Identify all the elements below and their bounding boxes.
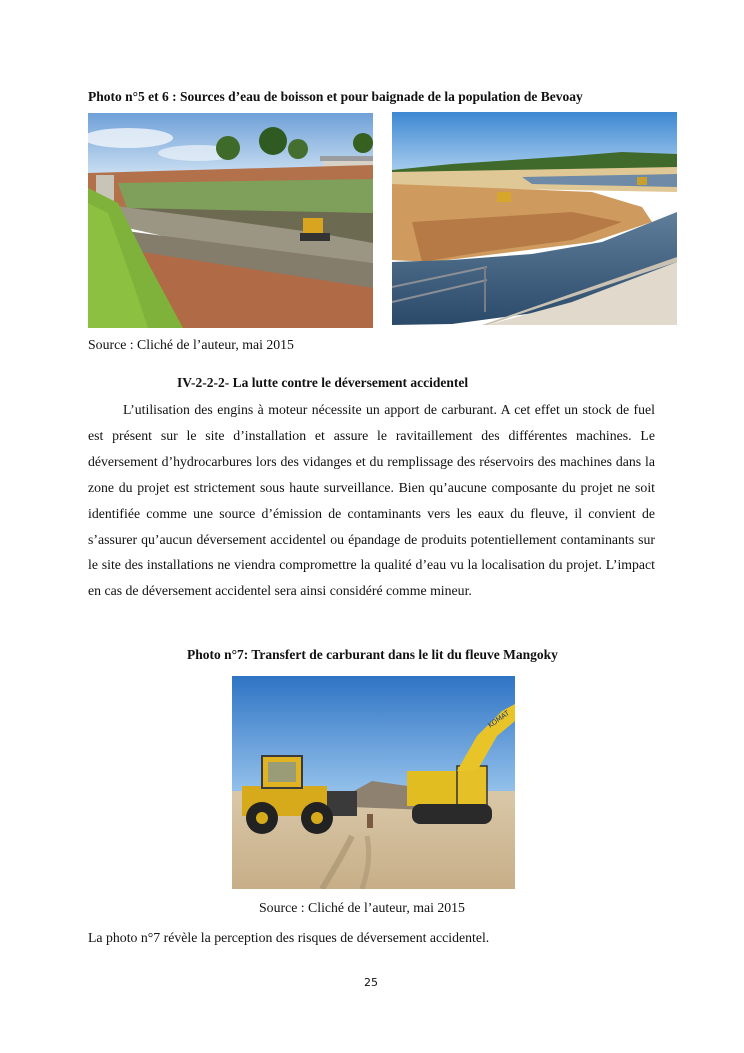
excavator-brand-text: KOMAT: [486, 709, 512, 730]
page-number: 25: [364, 976, 378, 989]
closing-sentence: La photo n°7 révèle la perception des risques de déversement accidentel.: [88, 930, 490, 945]
photo-5-6-caption: Photo n°5 et 6 : Sources d’eau de boisson et pour baignade de la population de Bevoay: [88, 89, 583, 104]
photo-5-image: [88, 113, 373, 328]
section-heading: IV-2-2-2- La lutte contre le déversement accidentel: [177, 375, 469, 390]
body-paragraph: L’utilisation des engins à moteur nécessite un apport de carburant. A cet effet un stock de fuel est présent sur le site d’installation et assure le ravitaillement des différentes machines. Le déversement d’hydrocarbures lors des vidanges et du remplissage des réservoirs des machines dans la zone du projet est strictement sous haute surveillance. Bien qu’aucune composante du projet ne soit identifiée comme une source d’émission de contaminants vers les eaux du fleuve, il convient de s’assurer qu’aucun déversement accidentel ou épandage de produits potentiellement contaminants sur le site des installations ne viendra compromettre la qualité d’eau vu la localisation du projet. L’impact en cas de déversement accidentel sera ainsi considéré comme mineur.: [88, 402, 655, 599]
photo-6-image: [392, 112, 677, 325]
photo-7-image: [232, 676, 515, 889]
photo-7-source: Source : Cliché de l’auteur, mai 2015: [259, 900, 465, 915]
photo-5-6-source: Source : Cliché de l’auteur, mai 2015: [88, 337, 294, 352]
photo-7-caption: Photo n°7: Transfert de carburant dans le lit du fleuve Mangoky: [187, 647, 558, 662]
